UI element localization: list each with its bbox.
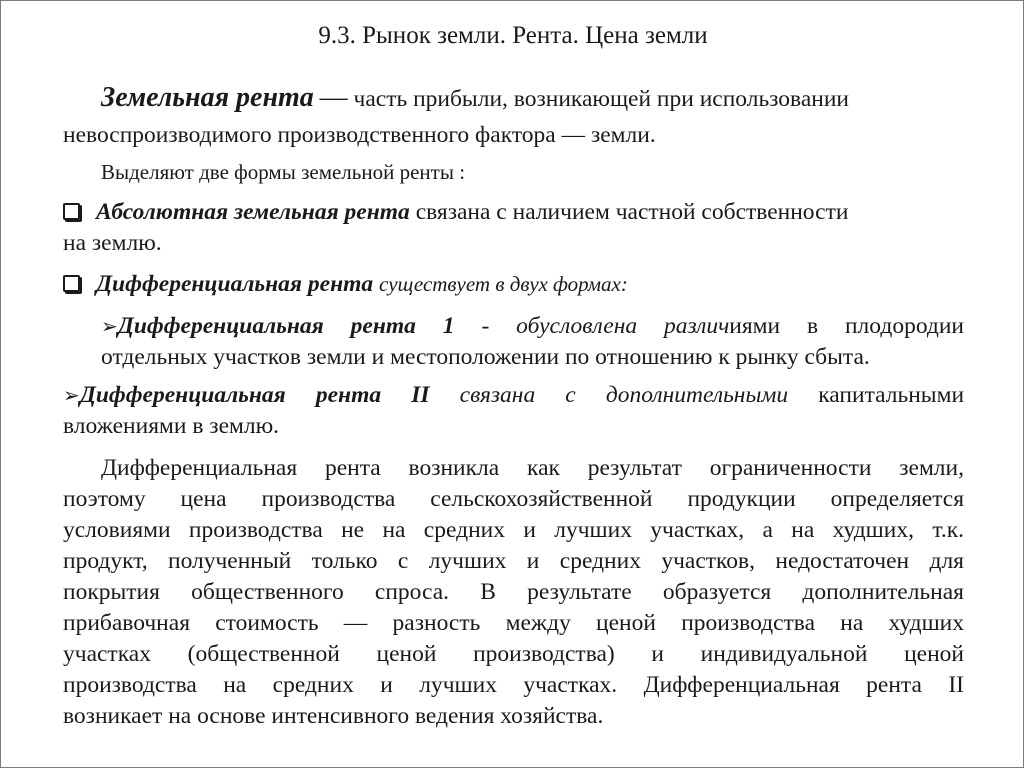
diff-rent-2-line-1: [63, 380, 964, 410]
paragraph-line: прибавочная стоимость — разность между ценой производства на худших: [63, 610, 964, 636]
checkbox-bullet-icon: [63, 203, 80, 220]
absolute-rent-line-2: на землю.: [63, 230, 162, 256]
differential-rent-term: Дифференциальная рента: [96, 271, 374, 297]
paragraph-line: поэтому цена производства сельскохозяйственной продукции определяется: [63, 486, 964, 512]
diff-rent-2-term: Дифференциальная рента II: [79, 382, 430, 408]
definition-line-1: [101, 83, 964, 114]
absolute-rent-item: [63, 197, 964, 227]
diff-rent-1-line-2: отдельных участков земли и местоположении по отношению к рынку сбыта.: [101, 344, 870, 370]
absolute-rent-term: Абсолютная земельная рента: [96, 199, 410, 225]
forms-intro: Выделяют две формы земельной ренты :: [101, 160, 466, 184]
diff-rent-1-text: иями в плодородии: [729, 313, 964, 339]
paragraph-line: Дифференциальная рента возникла как результат ограниченности земли,: [101, 455, 964, 481]
definition-line-2: невоспроизводимого производственного фактора — земли.: [63, 122, 656, 148]
paragraph-line: возникает на основе интенсивного ведения хозяйства.: [63, 703, 604, 729]
diff-rent-1-italic-text: обусловлена различ: [516, 313, 730, 339]
absolute-rent-text: связана с наличием частной собственности: [415, 199, 849, 225]
diff-rent-1-line-1: [101, 311, 964, 341]
definition-dash: —: [319, 82, 348, 113]
diff-rent-2-line-2: вложениями в землю.: [63, 413, 280, 439]
arrow-bullet-icon: ➢: [63, 383, 80, 407]
arrow-bullet-icon: ➢: [101, 314, 118, 338]
diff-rent-1-dash: -: [481, 313, 490, 339]
definition-text: часть прибыли, возникающей при использовании: [353, 86, 850, 112]
definition-term: Земельная рента: [101, 82, 314, 113]
paragraph-line: участках (общественной ценой производства) и индивидуальной ценой: [63, 641, 964, 667]
diff-rent-2-italic-text: связана с дополнительными: [459, 382, 789, 408]
slide-title: 9.3. Рынок земли. Рента. Цена земли: [318, 22, 708, 49]
paragraph-line: продукт, полученный только с лучших и средних участков, недостаточен для: [63, 548, 964, 574]
paragraph-line: производства на средних и лучших участках. Дифференциальная рента II: [63, 672, 964, 698]
diff-rent-1-term: Дифференциальная рента 1: [117, 313, 455, 339]
diff-rent-2-text: капитальными: [818, 382, 965, 408]
paragraph-line: покрытия общественного спроса. В результате образуется дополнительная: [63, 579, 964, 605]
checkbox-bullet-icon: [63, 275, 80, 292]
differential-rent-item: [63, 269, 964, 299]
differential-rent-text: существует в двух формах:: [379, 272, 628, 296]
paragraph-line: условиями производства не на средних и лучших участках, а на худших, т.к.: [63, 517, 964, 543]
